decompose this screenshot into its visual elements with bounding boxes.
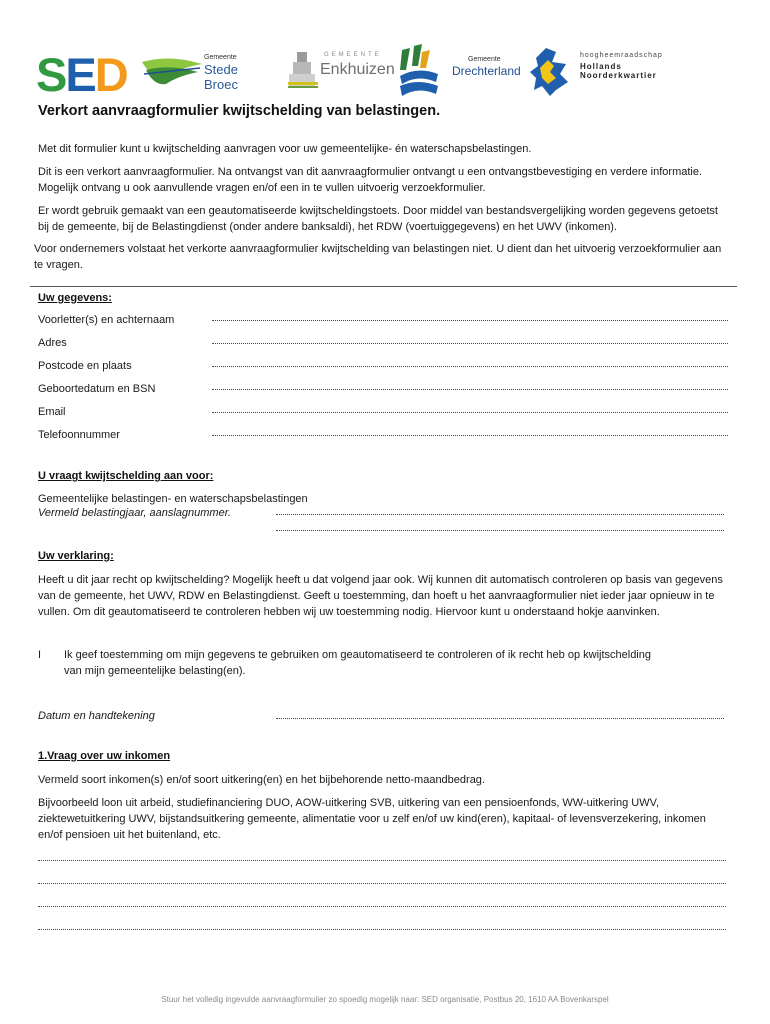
field-label: Adres <box>38 337 67 349</box>
income-input-line-2[interactable] <box>38 883 726 884</box>
drechterland-logo: Gemeente Drechterland <box>452 56 521 78</box>
field-input-line[interactable] <box>212 389 728 390</box>
logo-strip <box>34 44 734 100</box>
westfriesland-emblem-icon <box>396 44 442 98</box>
inkomen-heading: 1.Vraag over uw inkomen <box>38 750 171 762</box>
verklaring-text: Heeft u dit jaar recht op kwijtschelding? Mogelijk heeft u dat volgend jaar ook. Wij kunnen dit automatisch controleren op basis van gegevens van de gemeente, het UWV, RDW en Belastingdienst. Geeft u toestemming, dan hoeft u het aanvraagformulier niet ieder jaar opnieuw in te vullen. Om dit geautomatiseerd te controleren hebben wij uw toestemming nodig. Hiervoor kunt u onderstaand hokje aanvinken. <box>38 574 723 618</box>
stede-broec-emblem-icon <box>140 54 206 94</box>
income-input-line-4[interactable] <box>38 929 726 930</box>
tax-year-input-line-2[interactable] <box>276 530 724 531</box>
field-birthdate-bsn[interactable] <box>38 383 728 399</box>
inkomen-text-2: Bijvoorbeeld loon uit arbeid, studiefinanciering DUO, AOW-uitkering SVB, uitkering van een pensioenfonds, WW-uitkering UWV, ziektewetuitkering UWV, bijstandsuitkering gemeente, alimentatie voor u zelf en/of uw kind(eren), kapitaal- of levensverzekering, inkomen en/of pensioen uit het buitenland, etc. <box>38 797 706 841</box>
field-input-line[interactable] <box>212 435 728 436</box>
field-label: Geboortedatum en BSN <box>38 383 156 395</box>
page-footer: Stuur het volledig ingevulde aanvraagformulier zo spoedig mogelijk naar: SED organisatie, Postbus 20, 1610 AA Bovenkarspel <box>161 995 609 1004</box>
signature-input-line[interactable] <box>276 718 724 719</box>
field-input-line[interactable] <box>212 343 728 344</box>
field-input-line[interactable] <box>212 320 728 321</box>
signature-label: Datum en handtekening <box>38 710 155 722</box>
field-input-line[interactable] <box>212 366 728 367</box>
inkomen-text-1: Vermeld soort inkomen(s) en/of soort uitkering(en) en het bijbehorende netto-maandbedrag. <box>38 774 485 786</box>
income-input-line-3[interactable] <box>38 906 726 907</box>
sed-logo: SED <box>36 48 127 101</box>
enkhuizen-tower-icon <box>286 48 320 94</box>
consent-checkbox[interactable]: I <box>38 649 42 661</box>
field-label: Email <box>38 406 66 418</box>
field-label: Voorletter(s) en achternaam <box>38 314 175 326</box>
field-name[interactable] <box>38 314 728 330</box>
hhnk-logo: hoogheemraadschap Hollands Noorderkwartier <box>526 44 706 100</box>
section-divider <box>30 286 737 287</box>
intro-paragraph-4: Voor ondernemers volstaat het verkorte aanvraagformulier kwijtschelding van belastingen niet. U dient dan het uitvoerig verzoekformulier aan te vragen. <box>34 243 722 271</box>
tax-year-input-line[interactable] <box>276 514 724 515</box>
field-input-line[interactable] <box>212 412 728 413</box>
enkhuizen-logo: GEMEENTE Enkhuizen <box>286 44 390 100</box>
kwijtschelding-line-2: Vermeld belastingjaar, aanslagnummer. <box>38 507 232 519</box>
income-input-line-1[interactable] <box>38 860 726 861</box>
kwijtschelding-heading: U vraagt kwijtschelding aan voor: <box>38 470 214 482</box>
field-address[interactable] <box>38 337 728 353</box>
hhnk-map-icon <box>526 44 574 98</box>
page-title: Verkort aanvraagformulier kwijtschelding van belastingen. <box>38 103 441 119</box>
field-phone[interactable] <box>38 429 728 445</box>
gegevens-heading: Uw gegevens: <box>38 292 112 304</box>
field-postcode[interactable] <box>38 360 728 376</box>
westfriesland-logo <box>396 44 446 100</box>
intro-paragraph-1: Met dit formulier kunt u kwijtschelding aanvragen voor uw gemeentelijke- én waterschapsbelastingen. <box>38 143 532 155</box>
consent-text: Ik geef toestemming om mijn gegevens te gebruiken om geautomatiseerd te controleren of ik recht heb op kwijtschelding van mijn gemeentelijke belasting(en). <box>64 649 651 677</box>
field-email[interactable] <box>38 406 728 422</box>
intro-paragraph-3: Er wordt gebruik gemaakt van een geautomatiseerde kwijtscheldingstoets. Door middel van bestandsvergelijking worden gegevens getoetst bij de gemeente, bij de Belastingdienst (onder andere banksaldi), het RDW (voertuiggegevens) en het UWV (inkomen). <box>38 205 718 233</box>
intro-paragraph-2: Dit is een verkort aanvraagformulier. Na ontvangst van dit aanvraagformulier ontvangt u een ontvangstbevestiging en verdere informatie. Mogelijk ontvang u ook aanvullende vragen en/of een in te vullen uitvoerig verzoekformulier. <box>38 166 703 194</box>
verklaring-heading: Uw verklaring: <box>38 550 114 562</box>
field-label: Telefoonnummer <box>38 429 120 441</box>
kwijtschelding-line-1: Gemeentelijke belastingen- en waterschapsbelastingen <box>38 493 308 505</box>
field-label: Postcode en plaats <box>38 360 132 372</box>
stede-broec-logo: Gemeente Stede Broec <box>140 44 270 100</box>
